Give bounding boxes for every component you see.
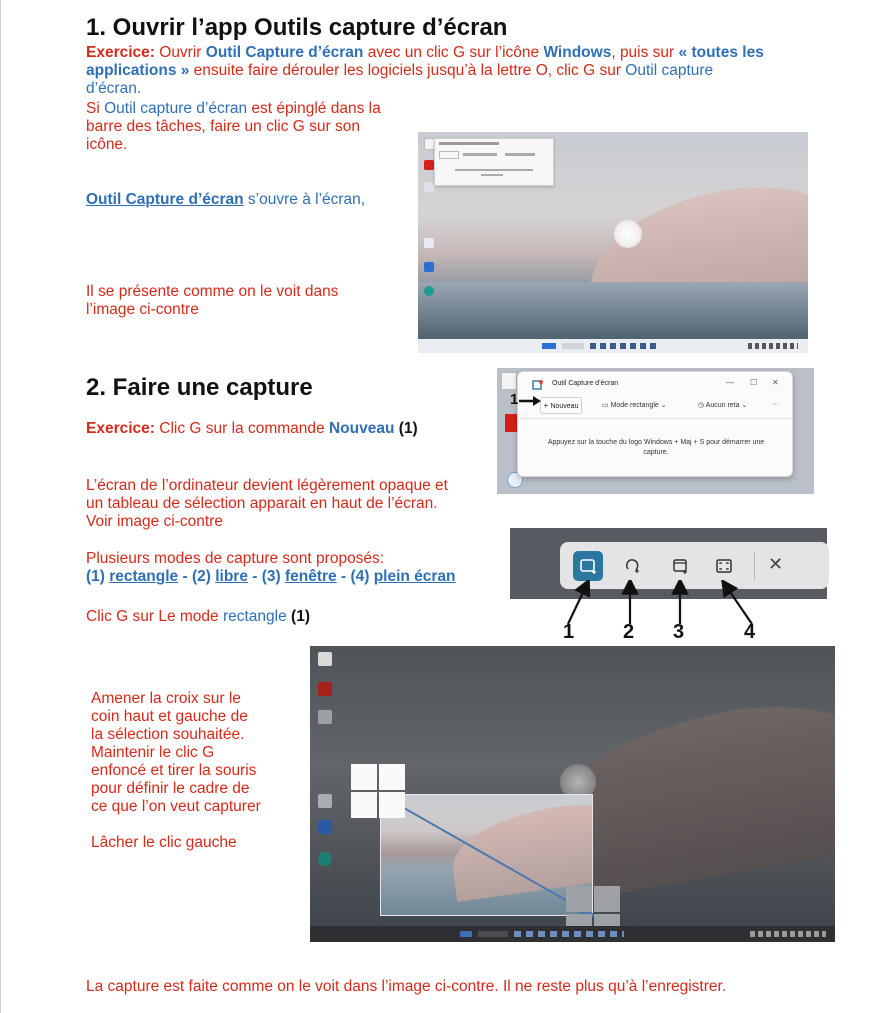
file-icon: [501, 372, 517, 390]
taskbar: [418, 339, 808, 353]
app-icon: [424, 262, 434, 272]
text: est épinglé dans la: [247, 100, 381, 117]
text: -: [247, 568, 262, 585]
modes-paragraph: [86, 550, 506, 586]
all-apps: « toutes les: [678, 44, 764, 61]
instruction-line: Maintenir le clic G: [91, 744, 215, 761]
document-icon: [424, 238, 434, 248]
number-ref: (1): [394, 420, 418, 437]
callout-number: 1: [510, 391, 519, 408]
plus-icon: +: [543, 401, 551, 410]
text: , puis sur: [611, 44, 679, 61]
text: Il se présente comme on le voit dans: [86, 283, 339, 300]
chevron-down-icon: ⌄: [658, 402, 667, 409]
maximize-icon[interactable]: ☐: [750, 378, 758, 387]
message-line: Appuyez sur la touche du logo Windows + Maj + S pour démarrer une: [547, 439, 765, 446]
text: icône.: [86, 136, 128, 153]
crosshair-cursor: [594, 886, 620, 912]
text: l’image ci-contre: [86, 301, 199, 318]
lake: [418, 282, 808, 340]
shortcut-message: [532, 438, 780, 458]
new-button-label: Nouveau: [550, 403, 579, 410]
mode-number-3: 3: [673, 621, 685, 643]
snip-app-icon: [532, 378, 544, 390]
number-ref: (1): [286, 608, 310, 625]
freeform-mode-icon[interactable]: [618, 551, 648, 581]
release-instruction: Lâcher le clic gauche: [91, 834, 237, 851]
text: Clic G sur la commande: [154, 420, 329, 437]
snipping-tool-screenshot: [497, 368, 814, 494]
text: barre des tâches, faire un clic G sur son: [86, 118, 360, 135]
fullscreen-mode-icon[interactable]: [709, 551, 739, 581]
section1-title: 1. Ouvrir l’app Outils capture d’écran: [86, 14, 508, 41]
exercise-label: Exercice:: [86, 420, 155, 437]
more-options-button[interactable]: ···: [772, 401, 779, 408]
close-icon[interactable]: ✕: [768, 554, 784, 574]
chevron-down-icon: ⌄: [739, 402, 748, 409]
presents-paragraph: [86, 283, 338, 319]
crosshair-cursor: [566, 886, 592, 912]
text: s’ouvre à l’écran,: [243, 191, 366, 208]
instruction-line: Amener la croix sur le: [91, 690, 241, 707]
delay-menu-label: Aucun reta: [705, 402, 740, 409]
selection-instructions: [91, 690, 301, 816]
page-border: [0, 0, 1, 1013]
mode-plein-ecran: plein écran: [373, 568, 456, 585]
edge-icon: [424, 286, 434, 296]
crosshair-cursor: [379, 764, 405, 790]
instruction-line: ce que l’on veut capturer: [91, 798, 261, 815]
opaque-paragraph: [86, 477, 486, 531]
pdf-icon: [424, 160, 434, 170]
delay-menu[interactable]: [698, 401, 747, 409]
new-button[interactable]: [540, 397, 582, 414]
text: Voir image ci-contre: [86, 513, 223, 530]
text: (2): [191, 568, 216, 585]
mode-rectangle: rectangle: [109, 568, 179, 585]
text: Ouvrir: [154, 44, 206, 61]
crosshair-cursor: [351, 764, 377, 790]
crosshair-cursor: [379, 792, 405, 818]
taskbar: [310, 926, 835, 942]
text: Plusieurs modes de capture sont proposés:: [86, 550, 385, 567]
mode-menu[interactable]: [602, 401, 667, 409]
disk-icon: [424, 182, 434, 192]
app-name: Outil Capture d’écran: [86, 191, 244, 208]
text: -: [178, 568, 192, 585]
text: L’écran de l’ordinateur devient légèrement opaque et: [86, 477, 448, 494]
text: (1): [86, 568, 110, 585]
clock-icon: ◷: [698, 402, 706, 409]
windows-name: Windows: [543, 44, 612, 61]
snipping-tool-window-small: [434, 138, 554, 186]
all-apps-2: applications »: [86, 62, 190, 79]
crosshair-cursor: [351, 792, 377, 818]
mode-fenetre: fenêtre: [284, 568, 337, 585]
toolbar-separator: [754, 552, 755, 580]
text: ensuite faire dérouler les logiciels jusqu’à la lettre O, clic G sur: [189, 62, 626, 79]
instruction-line: la sélection souhaitée.: [91, 726, 245, 743]
rect-paragraph: [86, 608, 310, 626]
final-sentence: La capture est faite comme on le voit dans l’image ci-contre. Il ne reste plus qu’à l’enregistrer.: [86, 978, 727, 995]
mode-number-2: 2: [623, 621, 635, 643]
rectangle-mode-icon[interactable]: [573, 551, 603, 581]
snipping-tool-window: [517, 371, 793, 477]
section2-title: 2. Faire une capture: [86, 374, 313, 401]
instruction-line: pour définir le cadre de: [91, 780, 250, 797]
minimize-icon[interactable]: —: [726, 378, 734, 387]
selection-screenshot: [310, 646, 835, 942]
app-name-3: d’écran.: [86, 80, 142, 97]
mode-menu-label: Mode rectangle: [610, 402, 659, 409]
section1-exercise: [86, 44, 826, 98]
app-name: Outil Capture d’écran: [205, 44, 364, 61]
text: -: [336, 568, 351, 585]
app-name: Outil capture d’écran: [104, 100, 248, 117]
sun: [614, 220, 642, 248]
text: Clic G sur Le mode: [86, 608, 223, 625]
modes-list: [86, 568, 456, 585]
message-line: capture.: [643, 449, 669, 456]
desktop-screenshot: [418, 132, 808, 353]
close-icon[interactable]: ✕: [772, 378, 779, 387]
mode-number-1: 1: [563, 621, 575, 643]
text: avec un clic G sur l’icône: [363, 44, 544, 61]
pinned-paragraph: [86, 100, 416, 154]
rectangle-icon: ▭: [602, 402, 611, 409]
text: (3): [261, 568, 285, 585]
exercise-label: Exercice:: [86, 44, 155, 61]
window-mode-icon[interactable]: [665, 551, 695, 581]
text: (4): [350, 568, 374, 585]
mode-number-4: 4: [744, 621, 756, 643]
instruction-line: enfoncé et tirer la souris: [91, 762, 257, 779]
instruction-line: coin haut et gauche de: [91, 708, 248, 725]
app-name-2: Outil capture: [625, 62, 714, 79]
text: un tableau de sélection apparait en haut de l’écran.: [86, 495, 438, 512]
mode-libre: libre: [215, 568, 248, 585]
section2-exercise: [86, 420, 418, 438]
window-title: Outil Capture d’écran: [552, 380, 619, 387]
callout-arrow: [519, 396, 541, 406]
command-name: Nouveau: [328, 420, 395, 437]
opens-paragraph: [86, 191, 365, 209]
mode-name: rectangle: [222, 608, 287, 625]
text: Si: [86, 100, 105, 117]
